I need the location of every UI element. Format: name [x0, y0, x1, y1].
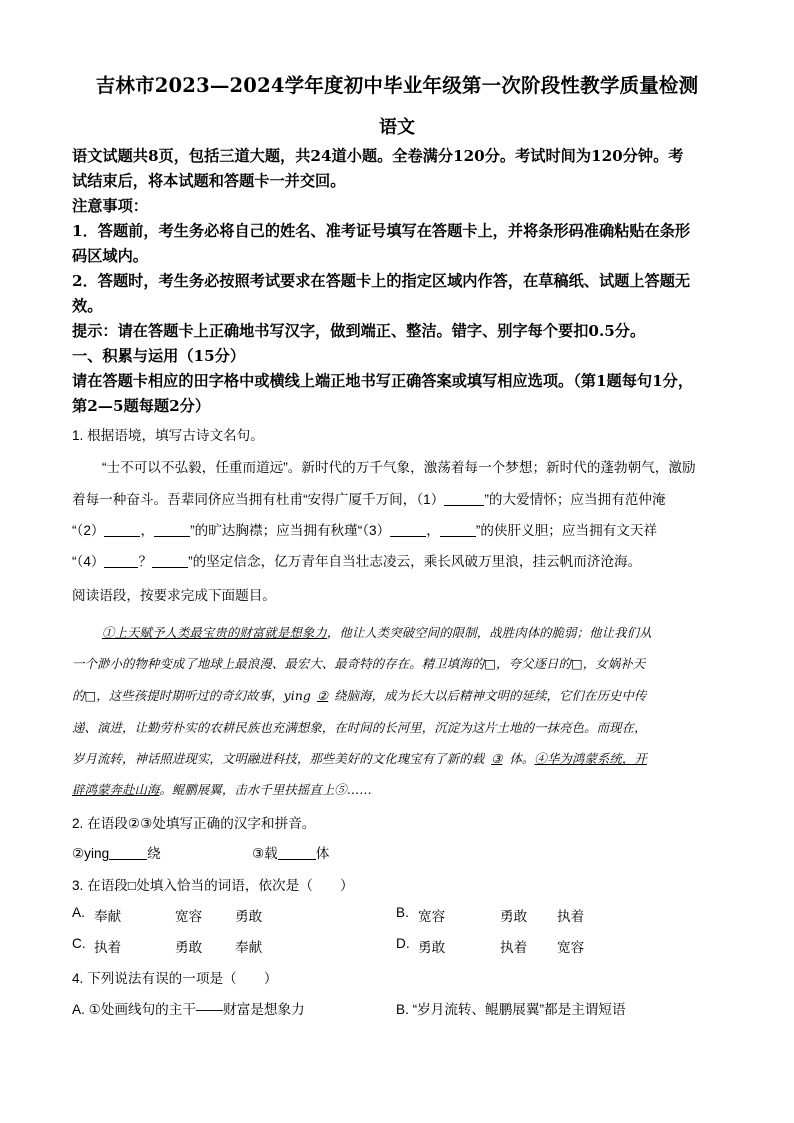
exam-title: 吉林市2023—2024学年度初中毕业年级第一次阶段性教学质量检测	[95, 74, 699, 97]
notice-item-1-line-2: 码区域内。	[72, 247, 148, 265]
section-1-instruction-line-1: 请在答题卡相应的田字格中或横线上端正地书写正确答案或填写相应选项。（第1题每句1分，	[72, 372, 694, 390]
answer-blank-4b[interactable]	[152, 553, 188, 568]
passage-line-5: 岁月流转，神话照进现实，文明融进科技，那些美好的文化瑰宝有了新的载 ③ 体。④华为鸿蒙系统，开	[72, 751, 647, 766]
q1-stem: 1. 根据语境，填写古诗文名句。	[72, 428, 264, 443]
q4-option-a[interactable]: A. ①处画线句的主干——财富是想象力	[72, 1002, 305, 1017]
answer-blank-3b[interactable]	[440, 522, 476, 537]
notice-item-1-line-1: 1．答题前，考生务必将自己的姓名、准考证号填写在答题卡上，并将条形码准确粘贴在条形	[72, 222, 691, 240]
intro-line-2: 试结束后，将本试题和答题卡一并交回。	[72, 172, 346, 190]
section-1-heading: 一、积累与运用（15分）	[72, 347, 246, 365]
answer-blank-2b[interactable]	[154, 522, 190, 537]
passage-line-2: 一个渺小的物种变成了地球上最浪漫、最宏大、最奇特的存在。精卫填海的□，夸父逐日的□，女娲补天	[72, 656, 646, 671]
intro-line-1: 语文试题共8页，包括三道大题，共24道小题。全卷满分120分。考试时间为120分钟。考	[72, 147, 684, 165]
exam-page: 吉林市2023—2024学年度初中毕业年级第一次阶段性教学质量检测 语文 语文试题共8页，包括三道大题，共24道小题。全卷满分120分。考试时间为120分钟。考 试结束后，将本试题和答题卡一并交回。 注意事项： 1．答题前，考生务必将自己的姓名、准考证号填写在答题卡上，并将条形码准确粘贴在条形 码区域内。 2．答题时，考生务必按照考试要求在答题卡上的指定区域内作答，在草稿纸、试题上答题无 效。 提示：请在答题卡上正确地书写汉字，做到端正、整洁。错字、别字每个要扣0.5分。 一、积累与运用（15分） 请在答题卡相应的田字格中或横线上端正地书写正确答案或填写相应选项。（第1题每句1分， 第2—5题每题2分） 1. 根据语境，填写古诗文名句。 “士不可以不弘毅，任重而道远”。新时代的万千气象，激荡着每一个梦想；新时代的蓬勃朝气，激励 着每一种奋斗。吾辈同侪应当拥有杜甫“安得广厦千万间，（1） ”的大爱情怀；应当拥有范仲淹 “（2） ， ”的旷达胸襟；应当拥有秋瑾“（3） ， ”的侠肝义胆；应当拥有文天祥 “（4） ？ ”的坚定信念，亿万青年自当壮志凌云，乘长风破万里浪，挂云帆而济沧海。 阅读语段，按要求完成下面题目。 ①上天赋予人类最宝贵的财富就是想象力，他让人类突破空间的限制，战胜肉体的脆弱；他让我们从 一个渺小的物种变成了地球上最浪漫、最宏大、最奇特的存在。精卫填海的□，夸父逐日的□，女娲补天 的□，这些孩提时期听过的奇幻故事，ying ② 绕脑海，成为长大以后精神文明的延续，它们在历史中传 递、演进，让勤劳朴实的农耕民族也充满想象，在时间的长河里，沉淀为这片土地的一抹亮色。而现在， 岁月流转，神话照进现实，文明融进科技，那些美好的文化瑰宝有了新的载 ③ 体。④华为鸿蒙系统，开 辟鸿蒙奔赴山海。鲲鹏展翼，击水千里扶摇直上⑤…… 2. 在语段②③处填写正确的汉字和拼音。 ②ying 绕 ③载 体 3. 在语段□处填入恰当的词语，依次是（ ） A. 奉献 宽容 勇敢 B. 宽容 勇敢 执着 C. 执着 勇敢 奉献 D. 勇敢 执着 宽容 4. 下列说法有误的一项是（ ） A. ①处画线句的主干——财富是想象力 B. “岁月流转、鲲鹏展翼”都是主谓短语	[0, 0, 794, 1123]
notice-heading: 注意事项：	[72, 197, 148, 215]
notice-item-2-line-1: 2．答题时，考生务必按照考试要求在答题卡上的指定区域内作答，在草稿纸、试题上答题无	[72, 272, 691, 290]
passage-line-3: 的□，这些孩提时期听过的奇幻故事，ying ② 绕脑海，成为长大以后精神文明的延续，它们在历史中传	[72, 688, 647, 703]
section-1-instruction-line-2: 第2—5题每题2分）	[72, 397, 211, 415]
q4-stem: 4. 下列说法有误的一项是（ ）	[72, 971, 278, 986]
q2-answer-a: ②ying 绕	[72, 846, 161, 861]
answer-blank-1[interactable]	[444, 491, 484, 506]
underlined-sentence-4-part-1: ④华为鸿蒙系统，开	[534, 751, 647, 766]
passage-line-1: ①上天赋予人类最宝贵的财富就是想象力，他让人类突破空间的限制，战胜肉体的脆弱；他让我们从	[102, 625, 652, 640]
underlined-sentence-4-part-2: 辟鸿蒙奔赴山海	[72, 782, 160, 797]
q1-paragraph-line-2: 着每一种奋斗。吾辈同侪应当拥有杜甫“安得广厦千万间，（1） ”的大爱情怀；应当拥有范仲淹	[72, 492, 666, 507]
passage-line-4: 递、演进，让勤劳朴实的农耕民族也充满想象，在时间的长河里，沉淀为这片土地的一抹亮色。而现在，	[72, 720, 647, 735]
blank-marker-2: ②	[316, 688, 329, 703]
q2-answer-b: ③载 体	[252, 846, 330, 861]
q1-paragraph-line-3: “（2） ， ”的旷达胸襟；应当拥有秋瑾“（3） ， ”的侠肝义胆；应当拥有文天祥	[72, 523, 658, 538]
blank-marker-3: ③	[491, 751, 503, 766]
q2-blank-pinyin[interactable]	[278, 845, 316, 860]
q3-stem: 3. 在语段□处填入恰当的词语，依次是（ ）	[72, 878, 354, 893]
q4-option-b[interactable]: B. “岁月流转、鲲鹏展翼”都是主谓短语	[396, 1002, 626, 1017]
subject-title: 语文	[379, 117, 415, 138]
notice-tip: 提示：请在答题卡上正确地书写汉字，做到端正、整洁。错字、别字每个要扣0.5分。	[72, 322, 646, 340]
q2-blank-hanzi[interactable]	[109, 845, 147, 860]
answer-blank-4a[interactable]	[104, 553, 138, 568]
answer-blank-2a[interactable]	[104, 522, 140, 537]
q1-paragraph-line-1: “士不可以不弘毅，任重而道远”。新时代的万千气象，激荡着每一个梦想；新时代的蓬勃朝气，激励	[102, 460, 696, 475]
passage-line-6: 辟鸿蒙奔赴山海。鲲鹏展翼，击水千里扶摇直上⑤……	[72, 782, 372, 797]
notice-item-2-line-2: 效。	[72, 297, 103, 315]
q1-paragraph-line-4: “（4） ？ ”的坚定信念，亿万青年自当壮志凌云，乘长风破万里浪，挂云帆而济沧海。	[72, 554, 642, 569]
q2-stem: 2. 在语段②③处填写正确的汉字和拼音。	[72, 816, 316, 831]
reading-intro: 阅读语段，按要求完成下面题目。	[72, 588, 276, 603]
underlined-sentence-1: ①上天赋予人类最宝贵的财富就是想象力	[102, 625, 327, 640]
answer-blank-3a[interactable]	[390, 522, 426, 537]
